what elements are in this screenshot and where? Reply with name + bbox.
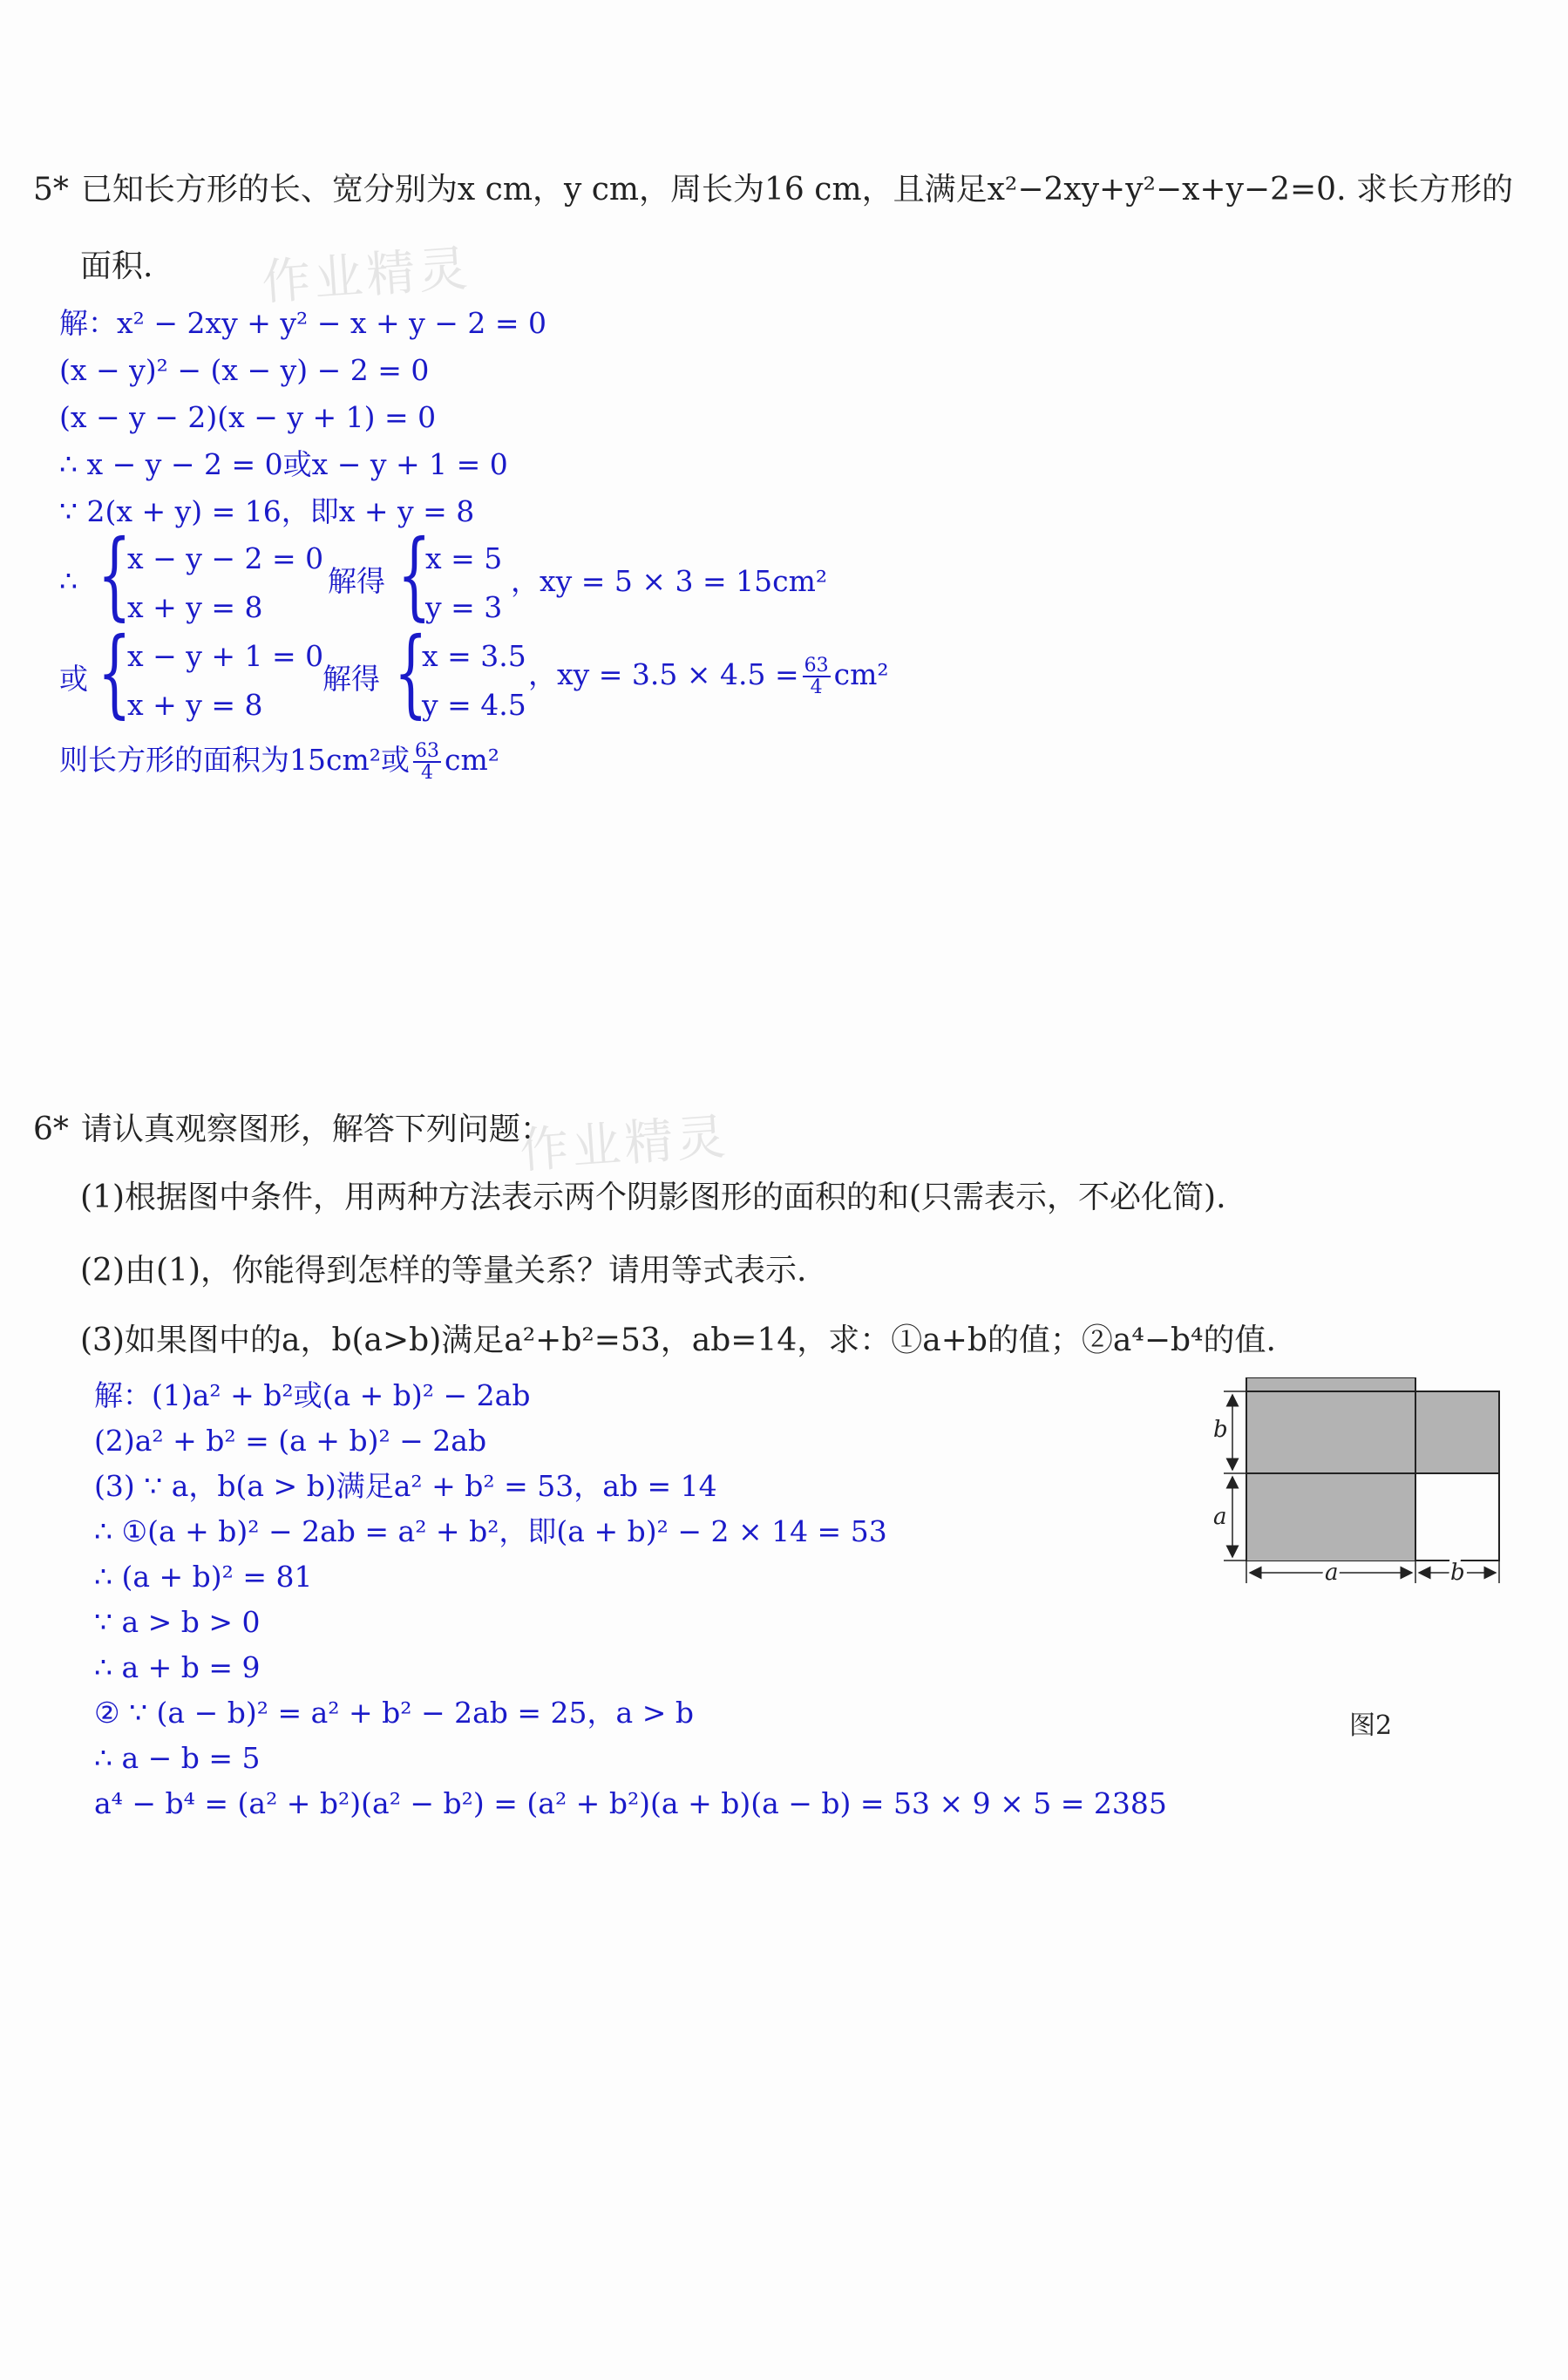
label-b-bottom: b <box>1450 1560 1465 1586</box>
question-text: 请认真观察图形，解答下列问题： <box>80 1112 552 1147</box>
left-brace: { <box>98 519 132 630</box>
system-tail: ，xy = 5 × 3 = 15cm² <box>511 564 828 598</box>
system-equation: x − y − 2 = 0 <box>127 541 324 575</box>
final-text: 则长方形的面积为15cm²或 <box>59 743 410 778</box>
fraction-denominator: 4 <box>421 762 433 785</box>
fraction-denominator: 4 <box>810 677 823 699</box>
answer-line: 解：x² − 2xy + y² − x + y − 2 = 0 <box>59 306 546 340</box>
left-brace: { <box>98 616 132 728</box>
answer-line: 解：(1)a² + b²或(a + b)² − 2ab <box>94 1378 531 1412</box>
answer-line: ∴ x − y − 2 = 0或x − y + 1 = 0 <box>59 447 508 481</box>
answer-final <box>59 741 499 783</box>
system-prefix: ∴ <box>59 564 78 598</box>
question-part-1: (1)根据图中条件，用两种方法表示两个阴影图形的面积的和(只需表示，不必化简). <box>80 1180 1226 1215</box>
shaded-square-a-fill <box>1247 1473 1415 1561</box>
fraction <box>803 656 831 697</box>
question-5 <box>33 174 1513 206</box>
system-result: x = 5 <box>425 541 503 575</box>
answer-line: ∴ a + b = 9 <box>94 1650 261 1684</box>
left-brace: { <box>394 616 428 728</box>
left-brace: { <box>397 519 431 630</box>
watermark: 作业精灵 <box>260 240 473 312</box>
answer-line: ∵ 2(x + y) = 16，即x + y = 8 <box>59 494 475 528</box>
label-a-bottom: a <box>1325 1560 1339 1586</box>
unit: cm² <box>833 657 889 692</box>
answer-line: ∴ ①(a + b)² − 2ab = a² + b²，即(a + b)² − 2 × 14 = 53 <box>94 1514 887 1548</box>
label-b-side: b <box>1213 1417 1228 1443</box>
answer-line: ∴ a − b = 5 <box>94 1741 261 1775</box>
system-result: y = 4.5 <box>422 688 526 722</box>
label-a-side: a <box>1213 1504 1227 1530</box>
question-part-2: (2)由(1)，你能得到怎样的等量关系？请用等式表示. <box>80 1253 807 1289</box>
system-tail-text: ，xy = 3.5 × 4.5 = <box>528 657 799 692</box>
answer-line: ② ∵ (a − b)² = a² + b² − 2ab = 25，a > b <box>94 1696 694 1730</box>
figure-2 <box>1203 1377 1517 1587</box>
question-6 <box>33 1114 552 1146</box>
question-text: 已知长方形的长、宽分别为x cm，y cm，周长为16 cm，且满足x²−2xy+y²−x+y−2=0. 求长方形的 <box>80 172 1513 207</box>
figure-caption: 图2 <box>1349 1710 1393 1741</box>
system-equation: x − y + 1 = 0 <box>127 639 324 673</box>
system-result: x = 3.5 <box>422 639 526 673</box>
system-equation: x + y = 8 <box>127 590 263 624</box>
shaded-square-b <box>1415 1391 1499 1473</box>
question-part-3: (3)如果图中的a，b(a>b)满足a²+b²=53，ab=14，求：①a+b的值；②a⁴−b⁴的值. <box>80 1323 1276 1358</box>
answer-line: ∵ a > b > 0 <box>94 1605 261 1639</box>
fraction-numerator: 63 <box>415 740 439 762</box>
watermark: 作业精灵 <box>518 1108 731 1180</box>
answer-line: (x − y)² − (x − y) − 2 = 0 <box>59 353 430 387</box>
question-number: 5* <box>33 172 69 207</box>
system-prefix: 或 <box>59 662 88 696</box>
answer-line: (2)a² + b² = (a + b)² − 2ab <box>94 1424 487 1458</box>
fraction <box>413 741 441 783</box>
solve-label: 解得 <box>328 564 385 598</box>
unit: cm² <box>445 743 500 778</box>
solve-label: 解得 <box>322 662 380 696</box>
answer-line: (x − y − 2)(x − y + 1) = 0 <box>59 400 437 434</box>
answer-line: (3) ∵ a，b(a > b)满足a² + b² = 53，ab = 14 <box>94 1469 717 1503</box>
question-5-line2: 面积. <box>80 248 153 284</box>
question-number: 6* <box>33 1112 69 1147</box>
system-equation: x + y = 8 <box>127 688 263 722</box>
answer-line: a⁴ − b⁴ = (a² + b²)(a² − b²) = (a² + b²)(a + b)(a − b) = 53 × 9 × 5 = 2385 <box>94 1786 1167 1820</box>
system-result: y = 3 <box>425 590 503 624</box>
system-tail <box>528 656 889 697</box>
answer-line: ∴ (a + b)² = 81 <box>94 1560 313 1594</box>
fraction-numerator: 63 <box>804 655 829 677</box>
